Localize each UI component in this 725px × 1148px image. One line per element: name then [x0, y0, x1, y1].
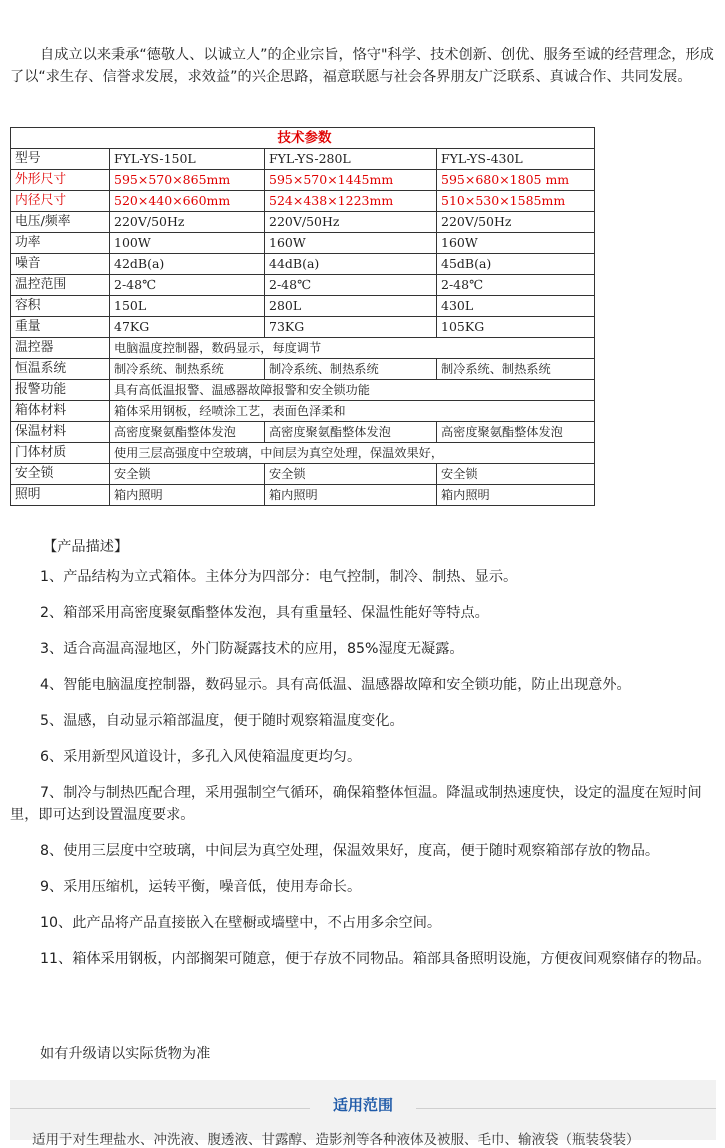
spec-cell: 100W	[110, 233, 265, 254]
spec-row	[11, 296, 595, 317]
description-item: 9、采用压缩机，运转平衡，噪音低，使用寿命长。	[40, 879, 362, 895]
spec-cell: 280L	[265, 296, 437, 317]
spec-row-label: 功率	[11, 233, 110, 254]
spec-row	[11, 485, 595, 506]
spec-row-merged-value: 箱体采用钢板，经喷涂工艺，表面色泽柔和	[110, 401, 595, 422]
spec-row-label: 报警功能	[11, 380, 110, 401]
spec-row-label: 噪音	[11, 254, 110, 275]
description-item: 3、适合高温高湿地区，外门防凝露技术的应用，85%湿度无凝露。	[40, 641, 464, 657]
spec-cell: 47KG	[110, 317, 265, 338]
spec-cell: 44dB(a)	[265, 254, 437, 275]
spec-row	[11, 149, 595, 170]
description-item: 1、产品结构为立式箱体。主体分为四部分：电气控制，制冷、制热、显示。	[40, 569, 518, 585]
spec-row	[11, 275, 595, 296]
spec-cell: FYL-YS-150L	[110, 149, 265, 170]
spec-row	[11, 212, 595, 233]
spec-cell: 510×530×1585mm	[437, 191, 595, 212]
spec-row-merged-value: 电脑温度控制器，数码显示，每度调节	[110, 338, 595, 359]
spec-cell: 105KG	[437, 317, 595, 338]
spec-cell: 箱内照明	[265, 485, 437, 506]
spec-row-label: 内径尺寸	[11, 191, 110, 212]
spec-row-label: 电压/频率	[11, 212, 110, 233]
spec-row	[11, 359, 595, 380]
spec-cell: 220V/50Hz	[265, 212, 437, 233]
spec-row	[11, 233, 595, 254]
description-item: 4、智能电脑温度控制器，数码显示。具有高低温、温感器故障和安全锁功能，防止出现意外。	[40, 677, 631, 693]
spec-row	[11, 401, 595, 422]
spec-row	[11, 191, 595, 212]
description-item: 7、制冷与制热匹配合理，采用强制空气循环，确保箱整体恒温。降温或制热速度快，设定的温度在短时间里，即可达到设置温度要求。	[10, 785, 702, 823]
spec-cell: 高密度聚氨酯整体发泡	[110, 422, 265, 443]
spec-cell: 150L	[110, 296, 265, 317]
spec-row-label: 温控器	[11, 338, 110, 359]
spec-cell: 高密度聚氨酯整体发泡	[265, 422, 437, 443]
description-item: 5、温感，自动显示箱部温度，便于随时观察箱温度变化。	[40, 713, 404, 729]
spec-row-merged-value: 具有高低温报警、温感器故障报警和安全锁功能	[110, 380, 595, 401]
spec-cell: 安全锁	[265, 464, 437, 485]
spec-row	[11, 380, 595, 401]
spec-row-label: 门体材质	[11, 443, 110, 464]
spec-cell: 520×440×660mm	[110, 191, 265, 212]
spec-table-title: 技术参数	[11, 128, 595, 149]
spec-row-label: 安全锁	[11, 464, 110, 485]
spec-row-label: 温控范围	[11, 275, 110, 296]
spec-row-label: 保温材料	[11, 422, 110, 443]
spec-cell: 2-48℃	[265, 275, 437, 296]
spec-cell: 2-48℃	[110, 275, 265, 296]
spec-cell: 箱内照明	[437, 485, 595, 506]
spec-row	[11, 317, 595, 338]
spec-row-merged-value: 使用三层高强度中空玻璃，中间层为真空处理，保温效果好，	[110, 443, 595, 464]
description-item: 11、箱体采用钢板，内部搁架可随意，便于存放不同物品。箱部具备照明设施，方便夜间观察储存的物品。	[40, 951, 711, 967]
description-item: 6、采用新型风道设计，多孔入风使箱温度更均匀。	[40, 749, 362, 765]
spec-table-header-row	[11, 128, 595, 149]
spec-row	[11, 464, 595, 485]
spec-cell: 安全锁	[110, 464, 265, 485]
description-item: 10、此产品将产品直接嵌入在壁橱或墙壁中，不占用多余空间。	[40, 915, 442, 931]
spec-table-body	[11, 149, 595, 506]
scope-text: 适用于对生理盐水、冲洗液、腹透液、甘露醇、造影剂等各种液体及被服、毛巾、输液袋（瓶装袋装）	[32, 1132, 640, 1148]
description-item: 8、使用三层度中空玻璃，中间层为真空处理，保温效果好，度高，便于随时观察箱部存放的物品。	[40, 843, 660, 859]
product-description-heading: 【产品描述】	[43, 539, 129, 555]
spec-row	[11, 422, 595, 443]
spec-cell: 制冷系统、制热系统	[265, 359, 437, 380]
spec-cell: 430L	[437, 296, 595, 317]
spec-cell: 220V/50Hz	[110, 212, 265, 233]
spec-cell: FYL-YS-430L	[437, 149, 595, 170]
spec-cell: 42dB(a)	[110, 254, 265, 275]
spec-cell: 制冷系统、制热系统	[437, 359, 595, 380]
spec-row-label: 型号	[11, 149, 110, 170]
scope-section	[10, 1080, 716, 1148]
scope-title: 适用范围	[332, 1096, 393, 1114]
spec-row	[11, 170, 595, 191]
spec-row-label: 容积	[11, 296, 110, 317]
spec-cell: 2-48℃	[437, 275, 595, 296]
spec-row	[11, 254, 595, 275]
spec-row-label: 箱体材料	[11, 401, 110, 422]
spec-cell: 524×438×1223mm	[265, 191, 437, 212]
product-description-list	[10, 566, 716, 984]
spec-cell: 220V/50Hz	[437, 212, 595, 233]
spec-cell: 45dB(a)	[437, 254, 595, 275]
spec-row-label: 重量	[11, 317, 110, 338]
spec-row-label: 照明	[11, 485, 110, 506]
spec-row	[11, 338, 595, 359]
spec-cell: 箱内照明	[110, 485, 265, 506]
spec-row-label: 恒温系统	[11, 359, 110, 380]
spec-cell: 安全锁	[437, 464, 595, 485]
spec-cell: 73KG	[265, 317, 437, 338]
spec-cell: FYL-YS-280L	[265, 149, 437, 170]
spec-row	[11, 443, 595, 464]
spec-cell: 595×570×865mm	[110, 170, 265, 191]
spec-cell: 160W	[437, 233, 595, 254]
spec-cell: 制冷系统、制热系统	[110, 359, 265, 380]
upgrade-note: 如有升级请以实际货物为准	[40, 1046, 211, 1062]
description-item: 2、箱部采用高密度聚氨酯整体发泡，具有重量轻、保温性能好等特点。	[40, 605, 489, 621]
spec-cell: 高密度聚氨酯整体发泡	[437, 422, 595, 443]
company-intro-paragraph: 自成立以来秉承“德敬人、以诚立人”的企业宗旨，恪守"科学、技术创新、创优、服务至诚的经营理念，形成了以“求生存、信誉求发展，求效益”的兴企思路，福意联愿与社会各界朋友广泛联系、真诚合作、共同发展。	[10, 47, 714, 85]
spec-cell: 595×570×1445mm	[265, 170, 437, 191]
spec-row-label: 外形尺寸	[11, 170, 110, 191]
spec-cell: 595×680×1805 mm	[437, 170, 595, 191]
spec-table	[10, 127, 595, 506]
spec-cell: 160W	[265, 233, 437, 254]
